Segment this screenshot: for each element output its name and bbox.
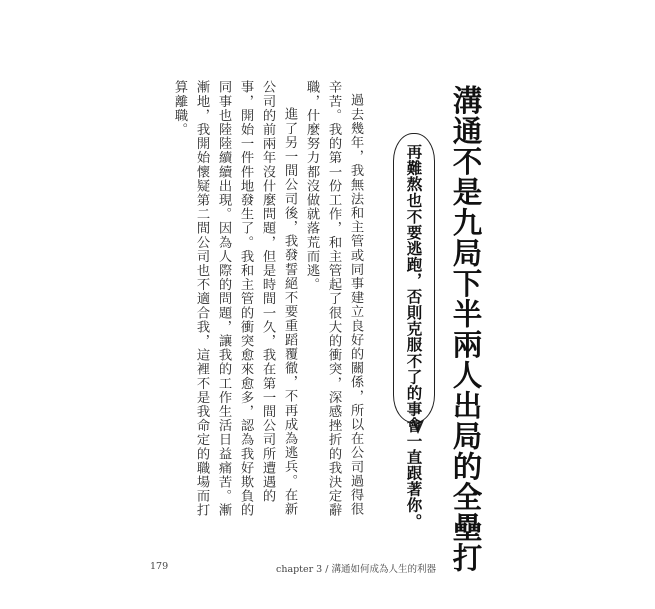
paragraph-1: 過去幾年，我無法和主管或同事建立良好的關係，所以在公司過得很辛苦。我的第一份工作，和主管起了很大的衝突，深感挫折的我決定辭職，什麼努力都沒做就落荒而逃。 <box>304 80 363 518</box>
body-text <box>168 80 366 520</box>
chapter-title: 溝通不是九局下半兩人出局的全壘打 <box>448 85 483 573</box>
page-number: 179 <box>150 561 169 572</box>
running-head: chapter 3 / 溝通如何成為人生的利器 <box>276 564 436 575</box>
paragraph-2: 進了另一間公司後，我發誓絕不要重蹈覆徹，不再成為逃兵。在新公司的前兩年沒什麼問題，但是時間一久，我在第一間公司所遭遇的事，開始一件件地發生了。我和主管的衝突愈來愈多，認為我好欺負的同事也陸陸續續出現。因為人際的問題，讓我的工作生活日益痛苦。漸漸地，我開始懷疑第二間公司也不適合我，這裡不是我命定的職場而打算離職。 <box>172 80 297 518</box>
speech-bubble-text: 再難熬也不要逃跑，否則克服不了的事會一直跟著你。 <box>404 144 423 530</box>
